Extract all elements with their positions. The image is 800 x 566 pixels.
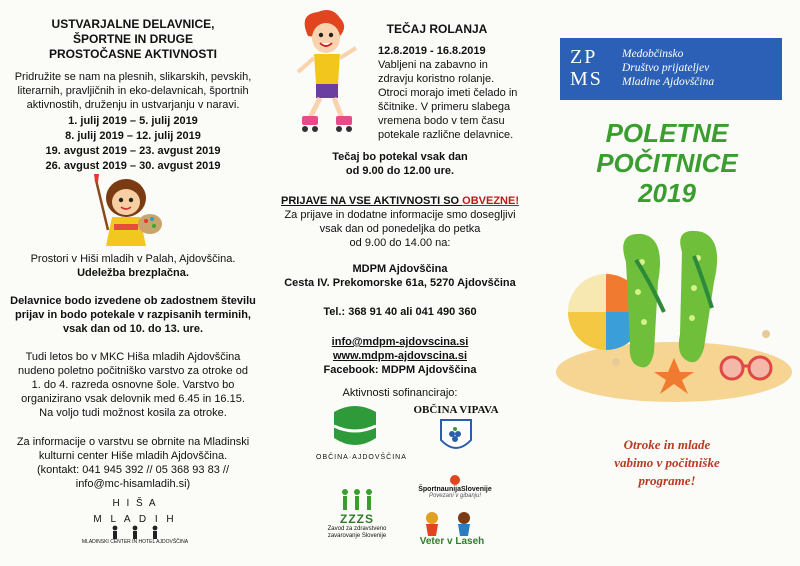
- skating-course-title: TEČAJ ROLANJA: [386, 22, 488, 36]
- text-line: Medobčinsko: [622, 48, 684, 60]
- text-line: Za prijave in dodatne informacije smo dosegljivi: [284, 209, 516, 221]
- text-line: zdravju koristno rolanje.: [378, 73, 495, 85]
- veter-children-icon: [402, 508, 502, 536]
- email-link[interactable]: info@mdpm-ajdovscina.si: [331, 336, 469, 348]
- contact-block: [0, 435, 266, 491]
- veter-v-laseh-logo: [402, 508, 502, 552]
- text-line: zavarovanje Slovenije: [327, 533, 387, 539]
- text-line: 1. do 4. razreda osnovne šole. Varstvo bo: [31, 379, 235, 391]
- date-line: 1. julij 2019 – 5. julij 2019: [68, 115, 198, 127]
- workshops-heading: [0, 17, 266, 62]
- text-line: Pridružite se nam na plesnih, slikarskih, pevskih,: [14, 71, 252, 83]
- org-name-block: [622, 47, 778, 89]
- workshops-intro: [0, 70, 266, 112]
- text-line: Tudi letos bo v MKC Hiša mladih Ajdovščina: [25, 351, 241, 363]
- venue-block: [0, 252, 266, 280]
- logo-caption: MLADINSKI CENTER IN HOTEL AJDOVŠČINA: [81, 539, 189, 545]
- conditions-block: [0, 294, 266, 336]
- sponsor-slogan: Povezani v gibanju!: [428, 493, 482, 499]
- registration-info: [266, 208, 534, 250]
- right-panel: [534, 0, 800, 566]
- text-line: vabimo v počitniške: [614, 455, 720, 470]
- sponsor-name: Veter v Laseh: [419, 536, 485, 547]
- cofunding-label: Aktivnosti sofinancirajo:: [342, 387, 458, 399]
- venue-text: Prostori v Hiši mladih v Palah, Ajdovščina.: [30, 253, 236, 265]
- sport-union-icon: [440, 474, 470, 486]
- obcina-ajdovscina-logo: [316, 402, 407, 470]
- skating-dates: 12.8.2019 - 16.8.2019: [378, 45, 486, 57]
- sponsor-name: OBČINA·AJDOVŠČINA: [316, 454, 407, 461]
- text-line: Vabljeni na zabavno in: [378, 59, 488, 71]
- sponsor-name: ŠportnaunijaSlovenije: [418, 486, 492, 493]
- text-line: Društvo prijateljev: [622, 62, 710, 74]
- zpms-logo: [560, 38, 782, 100]
- brochure-title: [534, 118, 800, 208]
- zpms-mark: ZP MS: [570, 46, 603, 90]
- vipava-shield-icon: [439, 418, 473, 456]
- text-line: Otroci morajo imeti čelado in: [378, 87, 518, 99]
- text-line: od 9.00 do 14.00 na:: [349, 237, 451, 249]
- text-line: Zavod za zdravstveno: [327, 526, 387, 532]
- zzzs-figures-icon: [337, 488, 377, 512]
- logo-text-top: H I Š A: [112, 498, 158, 509]
- org-address: [266, 262, 534, 290]
- left-panel: [0, 0, 266, 566]
- sportna-unija-logo: [400, 474, 510, 499]
- date-line: 26. avgust 2019 – 30. avgust 2019: [45, 160, 221, 172]
- phone-number: Tel.: 368 91 40 ali 041 490 360: [323, 306, 477, 318]
- heading-line: PROSTOČASNE AKTIVNOSTI: [48, 47, 218, 61]
- text-line: kulturni center Hiše mladih Ajdovščina.: [38, 450, 228, 462]
- text-line: ščitnike. V primeru slabega: [378, 101, 511, 113]
- rollerskater-illustration: [288, 6, 368, 140]
- registration-heading: [266, 194, 534, 208]
- date-line: 8. julij 2019 – 12. julij 2019: [65, 130, 201, 142]
- hisa-mladih-logo: [76, 498, 194, 558]
- text-line: vremena bodo v tem času: [378, 115, 505, 127]
- sponsor-name: OBČINA VIPAVA: [413, 404, 499, 416]
- text-line: programe!: [638, 473, 696, 488]
- painter-girl-illustration: [86, 172, 166, 250]
- middle-panel: [266, 0, 534, 566]
- org-name: MDPM Ajdovščina: [352, 263, 448, 275]
- title-line: POLETNE: [605, 118, 729, 148]
- zzzs-caption: [316, 526, 398, 540]
- zzzs-mark: ZZZS: [340, 512, 374, 526]
- title-line: 2019: [638, 178, 696, 208]
- text-line: literarnih, pravljičnih in eko-delavnicah, športnih: [17, 85, 249, 97]
- text-line: vsak dan od ponedeljka do petka: [319, 223, 481, 235]
- title-line: POČITNICE: [596, 148, 738, 178]
- website-link[interactable]: www.mdpm-ajdovscina.si: [332, 350, 468, 362]
- beach-illustration: [554, 222, 792, 402]
- text-line: prijav in bodo potekale v razpisanih terminih,: [15, 309, 251, 321]
- childcare-block: [0, 350, 266, 420]
- text-line: od 9.00 do 12.00 ure.: [345, 165, 455, 177]
- workshop-dates: [0, 114, 266, 174]
- text-line: aktivnostih, druženju in ustvarjanju v naravi.: [26, 99, 240, 111]
- text-line: organizirano vsak delovnik med 6.45 in 16.15.: [21, 393, 245, 405]
- text-line: info@mc-hisamladih.si): [75, 478, 191, 490]
- heading-line: ŠPORTNE IN DRUGE: [72, 32, 193, 46]
- text-line: Otroke in mlade: [623, 437, 711, 452]
- text-line: (kontakt: 041 945 392 // 05 368 93 83 //: [36, 464, 230, 476]
- skating-time: [266, 150, 534, 178]
- zzzs-logo: [316, 488, 398, 540]
- logo-text-bottom: M L A D I H: [93, 514, 177, 525]
- registration-label: PRIJAVE NA VSE AKTIVNOSTI SO: [281, 195, 463, 207]
- text-line: nudeno poletno počitniško varstvo za otroke od: [18, 365, 248, 377]
- text-line: Mladine Ajdovščina: [622, 76, 715, 88]
- text-line: Delavnice bodo izvedene ob zadostnem številu: [10, 295, 256, 307]
- invitation-text: [534, 436, 800, 490]
- text-line: Na voljo tudi možnost kosila za otroke.: [39, 407, 227, 419]
- obcina-vipava-logo: [408, 404, 504, 456]
- free-participation: Udeležba brezplačna.: [77, 267, 189, 279]
- text-line: Za informacije o varstvu se obrnite na Mladinski: [16, 436, 250, 448]
- heading-line: USTVARJALNE DELAVNICE,: [51, 17, 215, 31]
- registration-emphasis: OBVEZNE!: [462, 195, 519, 207]
- facebook-text: Facebook: MDPM Ajdovščina: [323, 364, 477, 376]
- skating-description: [378, 58, 524, 142]
- online-contacts: [266, 335, 534, 377]
- date-line: 19. avgust 2019 – 23. avgust 2019: [45, 145, 221, 157]
- text-line: vsak dan od 10. do 13. ure.: [63, 323, 203, 335]
- people-icon: [105, 525, 165, 539]
- text-line: potekale različne delavnice.: [378, 129, 514, 141]
- text-line: Tečaj bo potekal vsak dan: [332, 151, 468, 163]
- address: Cesta IV. Prekomorske 61a, 5270 Ajdovščina: [284, 277, 516, 289]
